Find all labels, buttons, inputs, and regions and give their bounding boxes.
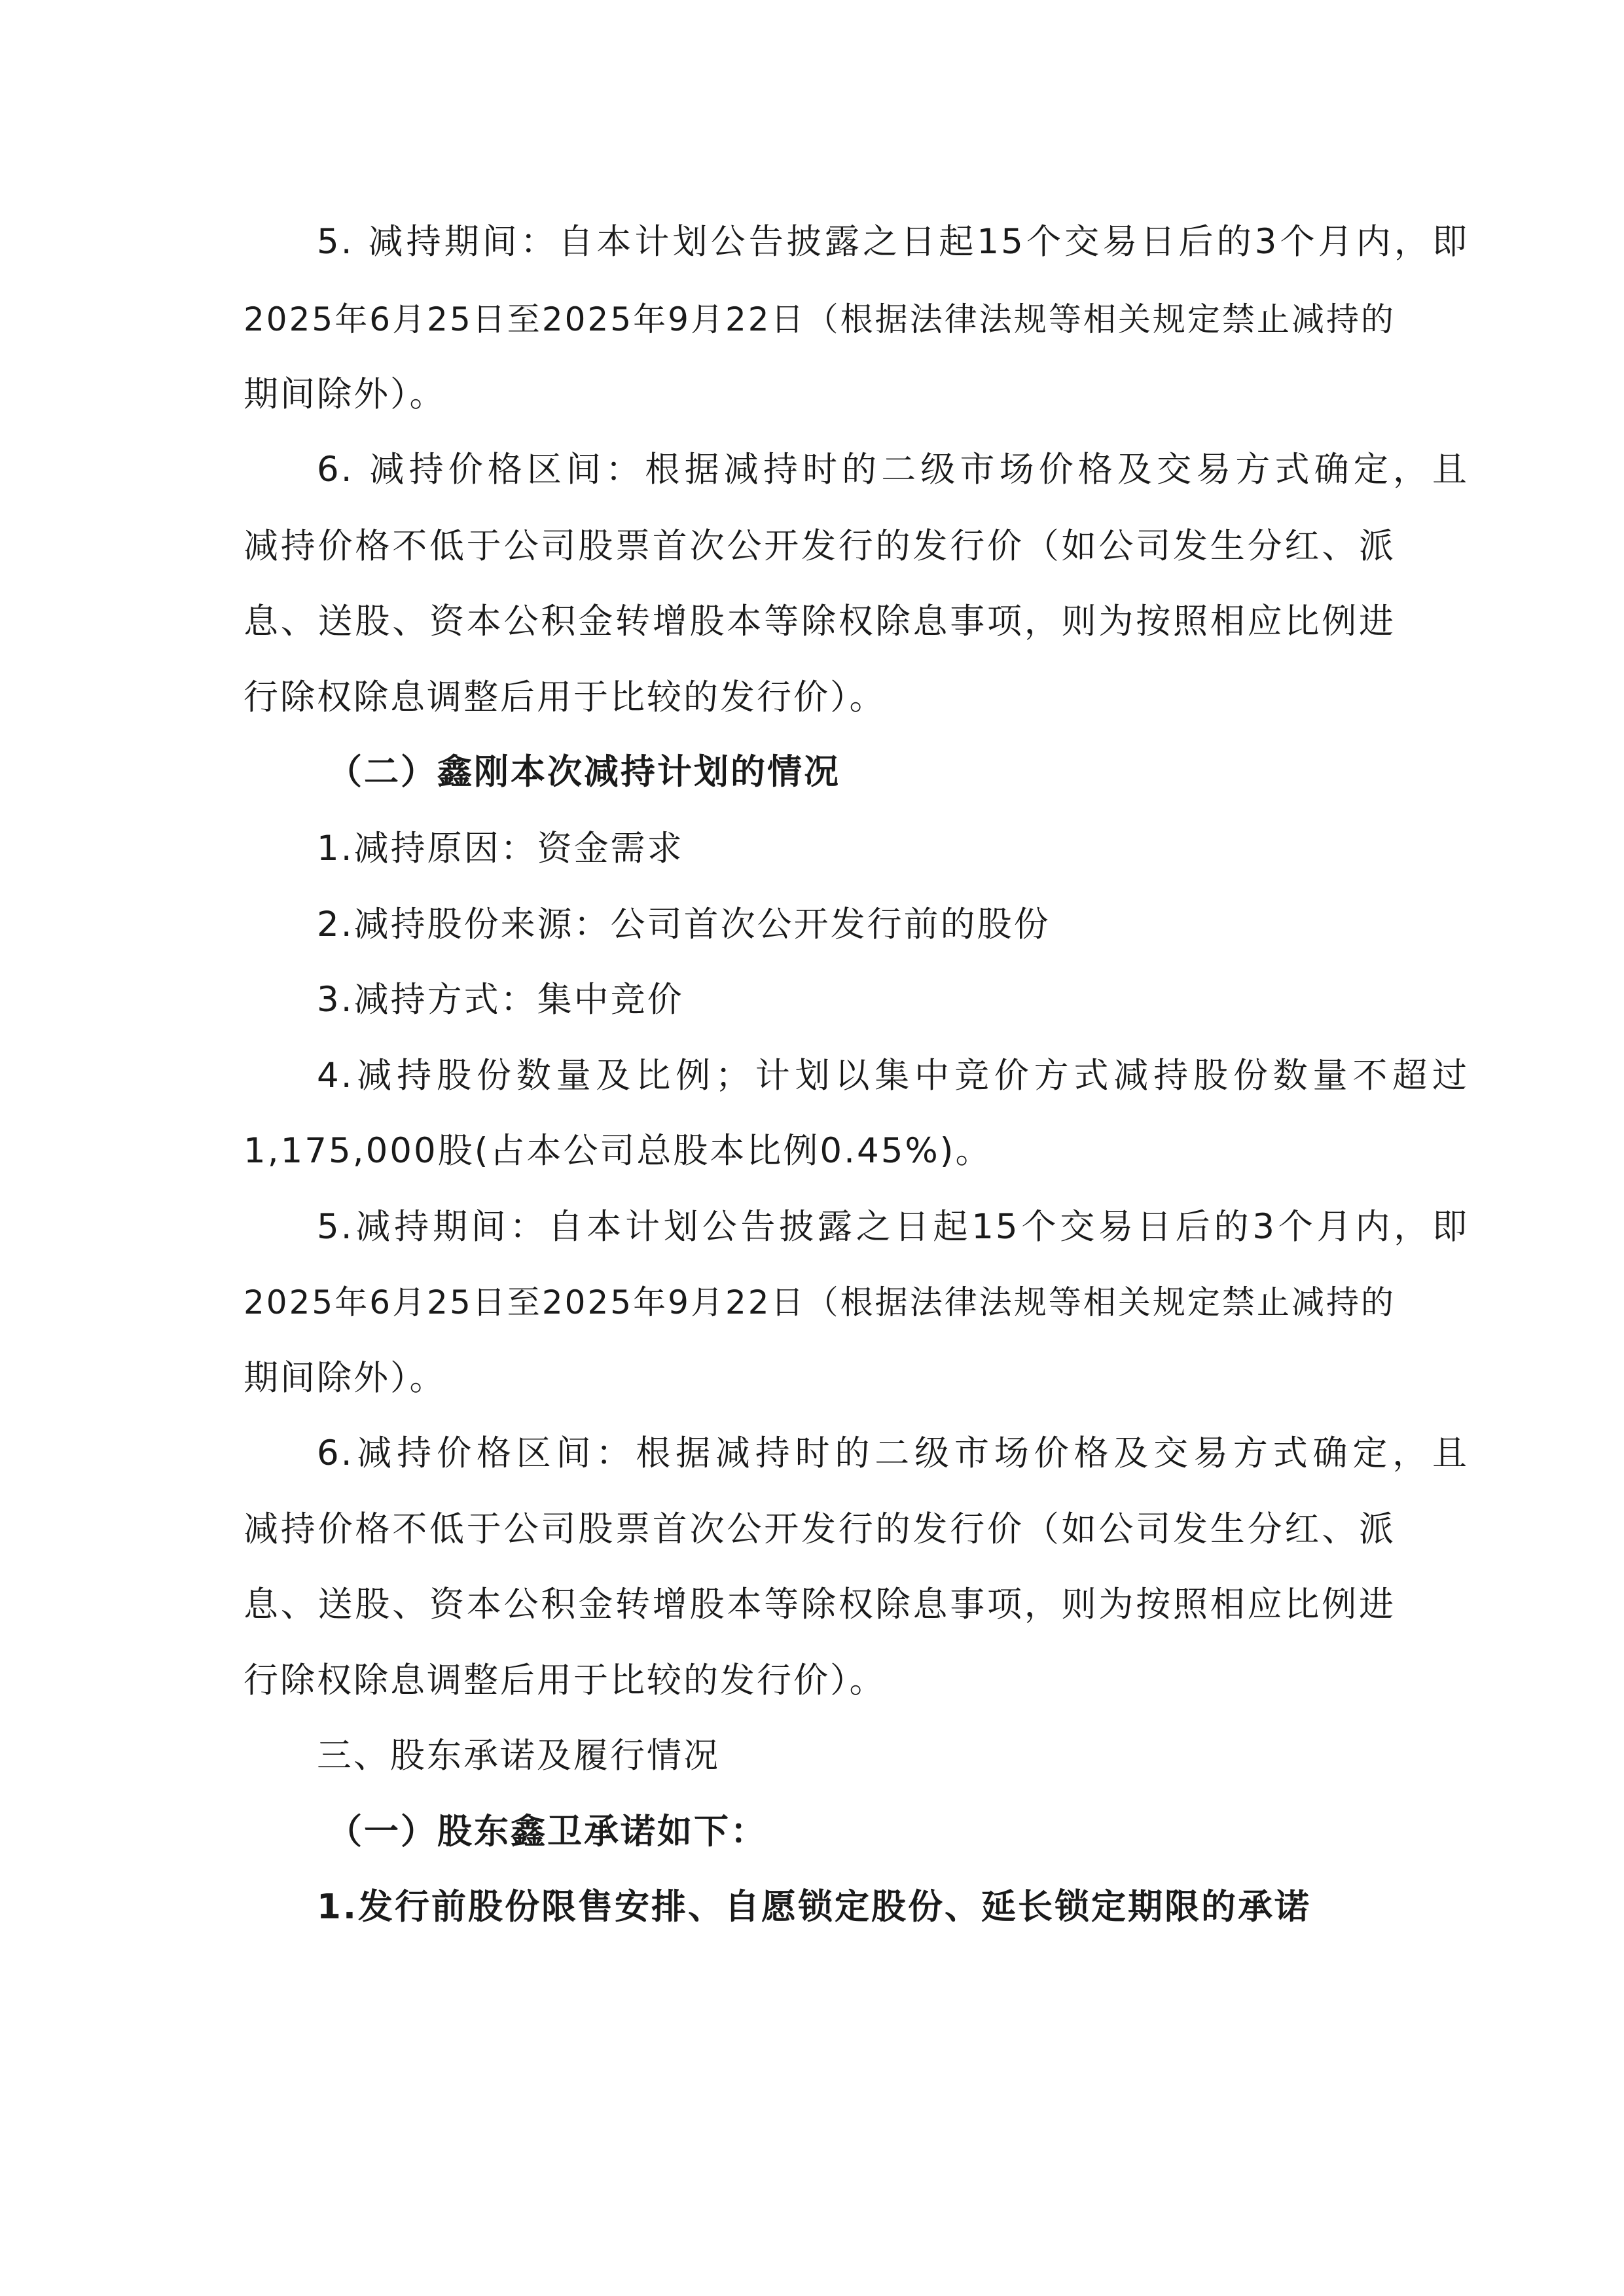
paragraph-line: 6. 减持价格区间：根据减持时的二级市场价格及交易方式确定，且 <box>317 450 1469 490</box>
paragraph-line: 6.减持价格区间：根据减持时的二级市场价格及交易方式确定，且 <box>317 1433 1469 1473</box>
section-heading: （二）鑫刚本次减持计划的情况 <box>327 752 840 792</box>
paragraph-line: 5.减持期间：自本计划公告披露之日起15个交易日后的3个月内，即 <box>317 1207 1469 1247</box>
paragraph-line: 4.减持股份数量及比例；计划以集中竞价方式减持股份数量不超过 <box>317 1056 1469 1096</box>
paragraph-line: 减持价格不低于公司股票首次公开发行的发行价（如公司发生分红、派 <box>244 1509 1396 1549</box>
paragraph-line: 息、送股、资本公积金转增股本等除权除息事项，则为按照相应比例进 <box>244 1585 1396 1624</box>
paragraph-line: 行除权除息调整后用于比较的发行价）。 <box>244 677 886 717</box>
section-title: 三、股东承诺及履行情况 <box>317 1736 720 1776</box>
subsection-heading: 1.发行前股份限售安排、自愿锁定股份、延长锁定期限的承诺 <box>317 1887 1312 1927</box>
paragraph-line: 2025年6月25日至2025年9月22日（根据法律法规等相关规定禁止减持的 <box>244 300 1396 338</box>
section-heading: （一）股东鑫卫承诺如下： <box>327 1812 767 1852</box>
paragraph-line: 息、送股、资本公积金转增股本等除权除息事项，则为按照相应比例进 <box>244 601 1396 641</box>
paragraph-line: 5. 减持期间：自本计划公告披露之日起15个交易日后的3个月内，即 <box>317 222 1469 262</box>
paragraph-line: 行除权除息调整后用于比较的发行价）。 <box>244 1660 886 1700</box>
list-item: 2.减持股份来源：公司首次公开发行前的股份 <box>317 905 1051 944</box>
paragraph-line: 期间除外）。 <box>244 1358 446 1398</box>
list-item: 3.减持方式：集中竞价 <box>317 980 684 1020</box>
paragraph-line: 1,175,000股(占本公司总股本比例0.45%)。 <box>244 1131 992 1171</box>
paragraph-line: 2025年6月25日至2025年9月22日（根据法律法规等相关规定禁止减持的 <box>244 1283 1396 1321</box>
paragraph-line: 期间除外）。 <box>244 374 446 414</box>
list-item: 1.减持原因：资金需求 <box>317 829 684 869</box>
paragraph-line: 减持价格不低于公司股票首次公开发行的发行价（如公司发生分红、派 <box>244 526 1396 566</box>
